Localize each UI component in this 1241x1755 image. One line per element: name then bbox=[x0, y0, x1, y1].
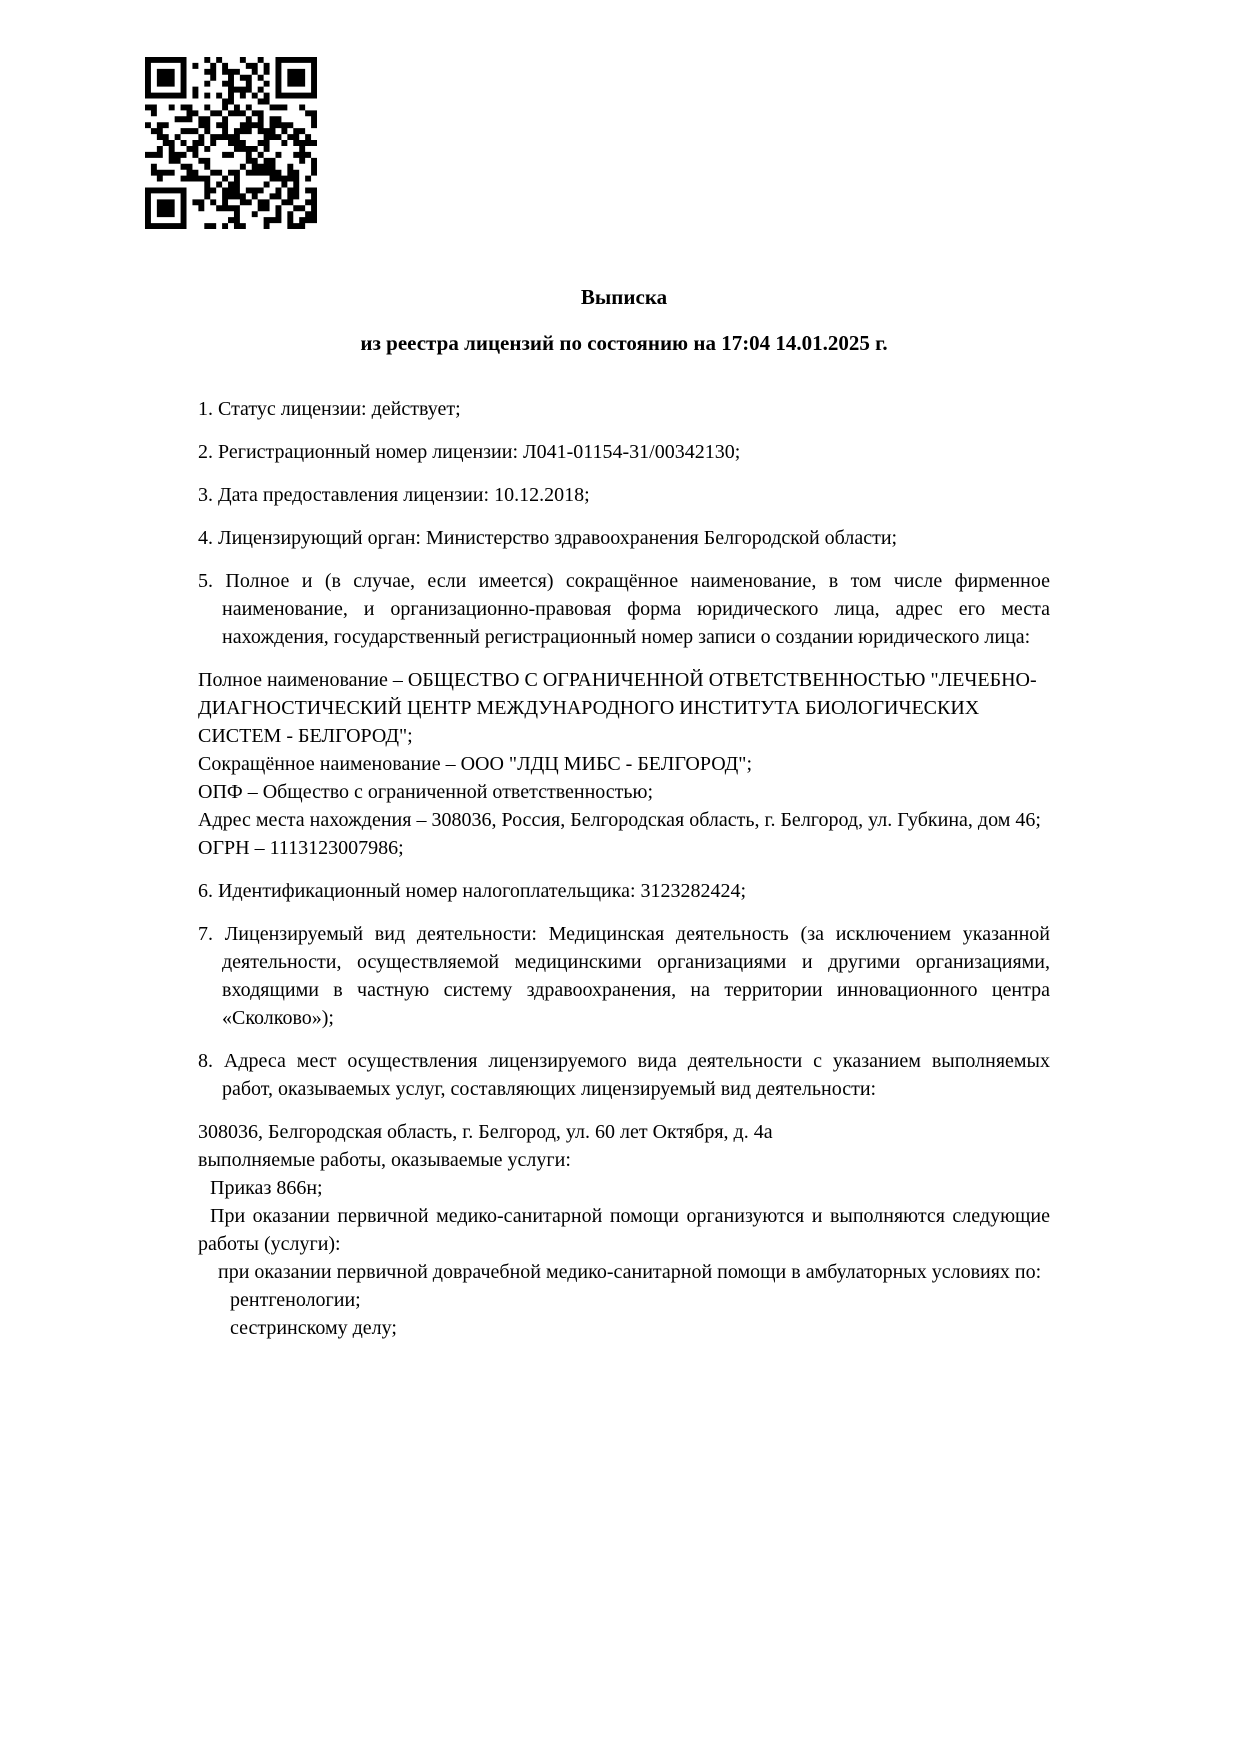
registration-number-line: 2. Регистрационный номер лицензии: Л041-01154-31/00342130; bbox=[198, 440, 741, 463]
primary-care-line: При оказании первичной медико-санитарной помощи организуются и выполняются следующие работы (услуги): bbox=[198, 1204, 1050, 1255]
activity-line: 7. Лицензируемый вид деятельности: Медицинская деятельность (за исключением указанной деятельности, осуществляемой медицинскими организациями и другими организациями, входящими в частную систему здравоохранения, на территории инновационного центра «Сколково»); bbox=[198, 922, 1050, 1029]
grant-date-line: 3. Дата предоставления лицензии: 10.12.2018; bbox=[198, 483, 590, 506]
service-nursing-line: сестринскому делу; bbox=[230, 1316, 397, 1339]
entity-intro-line: 5. Полное и (в случае, если имеется) сокращённое наименование, в том числе фирменное наименование, и организационно-правовая форма юридического лица, адрес его места нахождения, государственный регистрационный номер записи о создании юридического лица: bbox=[198, 569, 1050, 648]
service-radiology-line: рентгенологии; bbox=[230, 1288, 361, 1311]
entity-short-name-line: Сокращённое наименование – ООО "ЛДЦ МИБС - БЕЛГОРОД"; bbox=[198, 752, 753, 775]
license-status-line: 1. Статус лицензии: действует; bbox=[198, 397, 461, 420]
entity-address-line: Адрес места нахождения – 308036, Россия, Белгородская область, г. Белгород, ул. Губкина, дом 46; bbox=[198, 808, 1041, 831]
licensing-authority-line: 4. Лицензирующий орган: Министерство здравоохранения Белгородской области; bbox=[198, 526, 898, 549]
order-line: Приказ 866н; bbox=[210, 1176, 323, 1199]
document-body bbox=[198, 395, 1050, 1342]
entity-opf-line: ОПФ – Общество с ограниченной ответственностью; bbox=[198, 780, 654, 803]
entity-ogrn-line: ОГРН – 1113123007986; bbox=[198, 836, 404, 859]
addresses-intro-line: 8. Адреса мест осуществления лицензируемого вида деятельности с указанием выполняемых работ, оказываемых услуг, составляющих лицензируемый вид деятельности: bbox=[198, 1049, 1050, 1100]
entity-full-name-line: Полное наименование – ОБЩЕСТВО С ОГРАНИЧЕННОЙ ОТВЕТСТВЕННОСТЬЮ "ЛЕЧЕБНО-ДИАГНОСТИЧЕСКИЙ ЦЕНТР МЕЖДУНАРОДНОГО ИНСТИТУТА БИОЛОГИЧЕСКИХ СИСТЕМ - БЕЛГОРОД"; bbox=[198, 668, 1037, 747]
qr-code bbox=[145, 57, 317, 229]
document-title: Выписка bbox=[580, 285, 668, 309]
works-block bbox=[198, 1118, 1050, 1342]
inn-line: 6. Идентификационный номер налогоплательщика: 3123282424; bbox=[198, 879, 747, 902]
document-subtitle: из реестра лицензий по состоянию на 17:04 14.01.2025 г. bbox=[360, 331, 888, 356]
works-intro-line: выполняемые работы, оказываемые услуги: bbox=[198, 1148, 571, 1171]
pre-doctor-care-line: при оказании первичной доврачебной медико-санитарной помощи в амбулаторных условиях по: bbox=[218, 1260, 1042, 1283]
legal-entity-block bbox=[198, 666, 1050, 862]
work-address-line: 308036, Белгородская область, г. Белгород, ул. 60 лет Октября, д. 4а bbox=[198, 1120, 773, 1143]
